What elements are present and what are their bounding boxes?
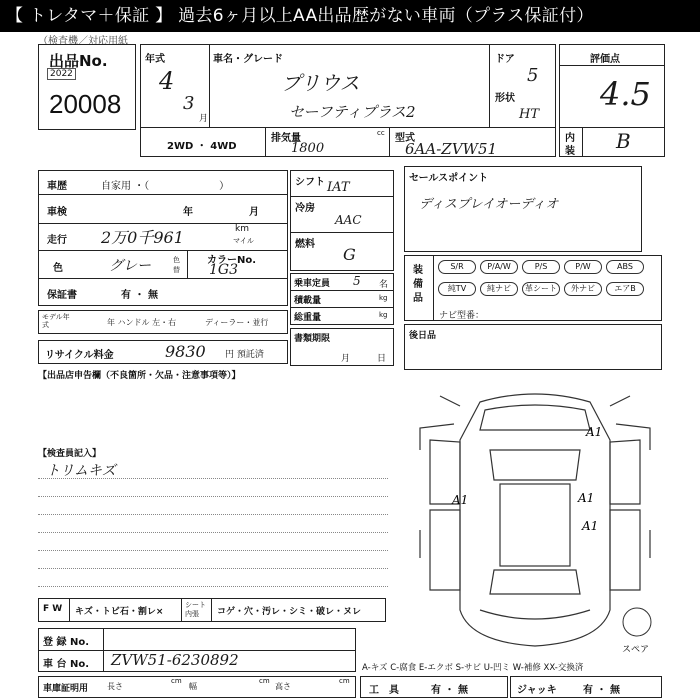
recycle-label: リサイクル料金 bbox=[45, 350, 114, 361]
cc-unit: cc bbox=[377, 129, 385, 137]
warranty-label: 保証書 bbox=[47, 290, 77, 301]
model-label: 型式 bbox=[395, 133, 415, 144]
lot-year-tag: 2022 bbox=[47, 68, 76, 80]
interior-label-2: 装 bbox=[565, 146, 575, 157]
spare-tire-icon bbox=[623, 608, 651, 636]
load-unit: kg bbox=[379, 294, 388, 302]
load-label: 積載量 bbox=[294, 296, 322, 306]
car-damage-diagram bbox=[400, 380, 670, 660]
cert-width: 幅 bbox=[189, 682, 197, 691]
sales-label: セールスポイント bbox=[409, 173, 489, 184]
displacement-value: 1800 bbox=[291, 141, 325, 156]
equipment-item: P/S bbox=[522, 260, 560, 274]
tools-value: 有 ・ 無 bbox=[431, 685, 468, 696]
color-value: グレー bbox=[109, 258, 151, 274]
equipment-item: ABS bbox=[606, 260, 644, 274]
cert-height: 高さ bbox=[275, 682, 291, 691]
fw-label: F W bbox=[43, 604, 63, 614]
colorno-label: カラーNo. bbox=[207, 255, 257, 266]
model-value: 6AA-ZVW51 bbox=[405, 140, 498, 158]
km-unit: km bbox=[235, 224, 249, 234]
reki-label: 車歴 bbox=[47, 181, 67, 192]
sheet-subtitle: （検査機／対応用紙 bbox=[38, 36, 128, 47]
cert-cm-2: cm bbox=[259, 677, 270, 685]
after-box bbox=[404, 324, 662, 370]
after-label: 後日品 bbox=[409, 331, 437, 341]
name-label: 車名・グレード bbox=[213, 54, 283, 65]
displacement-label: 排気量 bbox=[271, 133, 301, 144]
equipment-item: S/R bbox=[438, 260, 476, 274]
lot-number: 20008 bbox=[49, 89, 122, 119]
inspection-year: 年 bbox=[183, 207, 193, 218]
recycle-unit: 円 預託済 bbox=[225, 350, 264, 360]
ac-label: 冷房 bbox=[295, 203, 315, 214]
interior-grade: B bbox=[616, 129, 631, 153]
equipment-item: 革シート bbox=[522, 282, 560, 296]
mile-unit: マイル bbox=[233, 237, 254, 245]
interior-label-1: 内 bbox=[565, 133, 575, 144]
shift-value: IAT bbox=[327, 180, 350, 195]
door-label: ドア bbox=[495, 54, 515, 65]
year-label: 年式 bbox=[145, 54, 165, 65]
year-value-bottom: 3 bbox=[183, 93, 195, 114]
colorno-value: 1G3 bbox=[209, 262, 238, 278]
capacity-unit: 名 bbox=[379, 280, 389, 290]
specs-box bbox=[290, 170, 394, 271]
shift-label: シフト bbox=[295, 177, 325, 188]
cert-length: 長さ bbox=[107, 682, 123, 691]
reki-value: 自家用 ・（ ） bbox=[101, 181, 230, 192]
tools-label: 工 具 bbox=[369, 685, 399, 696]
term-day: 日 bbox=[377, 354, 387, 364]
fuel-value: G bbox=[343, 245, 356, 264]
cert-cm-1: cm bbox=[171, 677, 182, 685]
dealer-value: ディーラー・並行 bbox=[205, 318, 269, 327]
term-month: 月 bbox=[341, 354, 351, 364]
shape-label: 形状 bbox=[495, 93, 515, 104]
equipment-item: P/A/W bbox=[480, 260, 518, 274]
inspector-note: トリムキズ bbox=[46, 463, 116, 479]
model-change-label: モデル年式 bbox=[42, 313, 70, 329]
reg-label: 登 録 No. bbox=[43, 637, 90, 648]
score-label: 評価点 bbox=[590, 54, 620, 65]
equipment-item: 外ナビ bbox=[564, 282, 602, 296]
recycle-value: 9830 bbox=[165, 342, 206, 361]
handle-value: 年 ハンドル 左・右 bbox=[107, 318, 177, 327]
inspection-month: 月 bbox=[249, 207, 259, 218]
damage-a1-rf: A1 bbox=[586, 425, 603, 439]
reg-chassis-box bbox=[38, 628, 356, 672]
equipment-item: 純ナビ bbox=[480, 282, 518, 296]
color-change: 色替 bbox=[173, 256, 180, 274]
auction-banner: 【 トレタマ＋保証 】 過去6ヶ月以上AA出品歴がない車両（プラス保証付） bbox=[0, 0, 700, 32]
month-unit: 月 bbox=[199, 114, 209, 124]
equipment-item: P/W bbox=[564, 260, 602, 274]
capacity-label: 乗車定員 bbox=[294, 279, 331, 289]
ac-value: AAC bbox=[335, 213, 362, 227]
lot-box bbox=[38, 44, 136, 130]
shape-value: HT bbox=[519, 107, 540, 122]
fw-items: キズ・トビ石・割レ× bbox=[75, 607, 164, 617]
chassis-value: ZVW51-6230892 bbox=[111, 651, 239, 669]
year-value-top: 4 bbox=[159, 67, 175, 95]
equipment-label: 装備品 bbox=[413, 265, 423, 304]
recycle-row bbox=[38, 340, 288, 364]
term-box bbox=[290, 328, 394, 366]
inspection-label: 車検 bbox=[47, 207, 67, 218]
color-label: 色 bbox=[53, 263, 63, 274]
garage-cert-row bbox=[38, 676, 356, 698]
score-value: 4.5 bbox=[600, 75, 651, 113]
inspector-label: 【検査員記入】 bbox=[38, 449, 102, 459]
navi-label: ナビ型番： bbox=[439, 311, 485, 321]
cert-label: 車庫証明用 bbox=[43, 684, 89, 694]
score-box bbox=[559, 44, 665, 157]
notice-label: 【出品店申告欄（不良箇所・欠品・注意事項等）】 bbox=[38, 371, 241, 381]
history-box bbox=[38, 170, 288, 306]
chassis-label: 車 台 No. bbox=[43, 659, 90, 670]
mileage-label: 走行 bbox=[47, 235, 67, 246]
capacity-box bbox=[290, 273, 394, 325]
seat-label: シート 内張 bbox=[185, 601, 206, 618]
car-info-box bbox=[140, 44, 556, 157]
sales-point-box bbox=[404, 166, 642, 252]
jack-box bbox=[510, 676, 662, 698]
capacity-value: 5 bbox=[353, 274, 361, 288]
drive-type: 2WD ・ 4WD bbox=[167, 141, 237, 152]
warranty-value: 有 ・ 無 bbox=[121, 290, 158, 301]
lot-label: 出品No. bbox=[49, 52, 108, 70]
equipment-item: 純TV bbox=[438, 282, 476, 296]
weight-unit: kg bbox=[379, 311, 388, 319]
cert-cm-3: cm bbox=[339, 677, 350, 685]
door-value: 5 bbox=[527, 65, 539, 86]
model-year-row bbox=[38, 310, 288, 334]
tools-box bbox=[360, 676, 508, 698]
fuel-label: 燃料 bbox=[295, 239, 315, 250]
damage-legend: A-キズ C-腐食 E-エクボ S-サビ U-凹ミ W-補修 XX-交換済 bbox=[362, 663, 584, 673]
sales-value: ディスプレイオーディオ bbox=[419, 197, 559, 212]
damage-a1-rd: A1 bbox=[578, 491, 595, 505]
damage-a1-rr: A1 bbox=[582, 519, 599, 533]
jack-label: ジャッキ bbox=[517, 685, 557, 696]
seat-items: コゲ・穴・汚レ・シミ・破レ・ヌレ bbox=[217, 607, 362, 617]
term-label: 書類期限 bbox=[294, 334, 331, 344]
jack-value: 有 ・ 無 bbox=[583, 685, 620, 696]
car-name: プリウス bbox=[281, 71, 360, 95]
mileage-value: 2万0千961 bbox=[101, 228, 184, 247]
weight-label: 総重量 bbox=[294, 313, 322, 323]
damage-a1-lr: A1 bbox=[452, 493, 469, 507]
fw-row bbox=[38, 598, 386, 622]
car-grade: セーフティプラス2 bbox=[289, 103, 416, 121]
equipment-item: エアB bbox=[606, 282, 644, 296]
spare-label: スペア bbox=[622, 645, 650, 655]
